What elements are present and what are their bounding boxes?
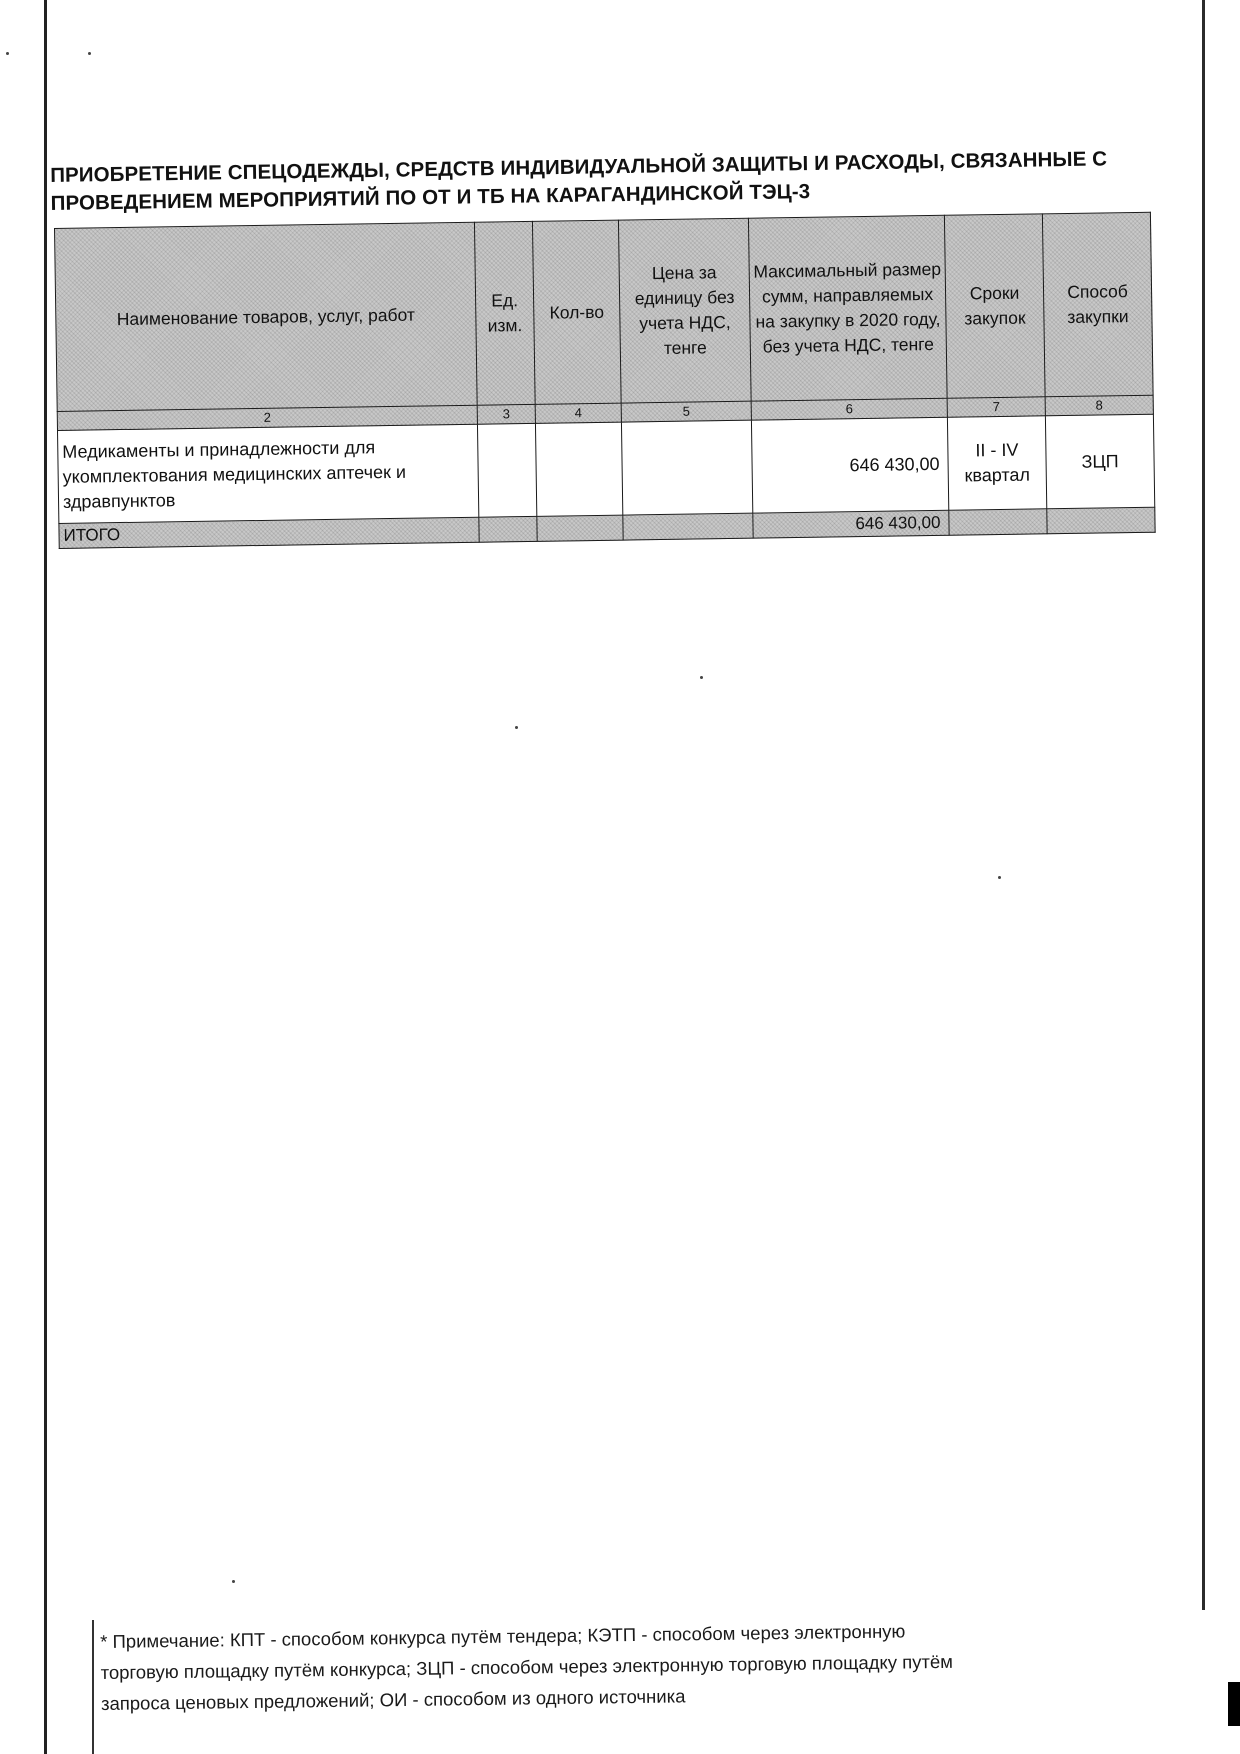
footnote <box>100 1613 1101 1719</box>
table-row <box>58 414 1155 523</box>
title-line-2: ПРОВЕДЕНИЕМ МЕРОПРИЯТИЙ ПО ОТ И ТБ НА КАРАГАНДИНСКОЙ ТЭЦ-3 <box>50 180 811 215</box>
cell-period-line-1: II - IV <box>975 439 1019 461</box>
scan-right-edge <box>1202 0 1205 1610</box>
procurement-table <box>54 212 1156 549</box>
total-empty-cell <box>949 509 1047 535</box>
column-number: 6 <box>751 398 947 420</box>
cell-unit-price <box>621 420 752 515</box>
header-unit-price: Цена за единицу без учета НДС, тенге <box>618 218 751 403</box>
title-line-1: ПРИОБРЕТЕНИЕ СПЕЦОДЕЖДЫ, СРЕДСТВ ИНДИВИДУАЛЬНОЙ ЗАЩИТЫ И РАСХОДЫ, СВЯЗАННЫЕ С <box>50 147 1108 187</box>
cell-period-line-2: квартал <box>964 464 1031 486</box>
header-method: Способ закупки <box>1042 212 1153 397</box>
header-period: Сроки закупок <box>944 214 1045 398</box>
total-label: ИТОГО <box>59 517 479 548</box>
header-max-amount: Максимальный размер сумм, направляемых на закупку в 2020 году, без учета НДС, тенге <box>748 215 947 401</box>
scan-speck <box>998 876 1001 879</box>
footnote-line-2: торговую площадку путём конкурса; ЗЦП - способом через электронную торговую площадку путём <box>100 1650 954 1683</box>
header-quantity: Кол-во <box>532 220 621 404</box>
scan-margin-line <box>92 1620 94 1754</box>
cell-period <box>947 416 1046 510</box>
column-number: 4 <box>535 403 621 423</box>
cell-method: ЗЦП <box>1045 414 1154 509</box>
footnote-line-3: запроса ценовых предложений; ОИ - способом из одного источника <box>100 1685 686 1714</box>
scan-speck <box>515 726 518 729</box>
scan-corner-mark <box>1228 1682 1240 1726</box>
document-title <box>50 145 1161 218</box>
total-empty-cell <box>1047 507 1155 534</box>
total-amount: 646 430,00 <box>753 510 949 538</box>
cell-max-amount: 646 430,00 <box>751 417 948 513</box>
column-number: 8 <box>1045 395 1153 416</box>
column-number: 2 <box>57 405 477 430</box>
scan-speck <box>700 676 703 679</box>
total-empty-cell <box>537 515 623 541</box>
footnote-line-1: * Примечание: КПТ - способом конкурса путём тендера; КЭТП - способом через электронную <box>100 1620 906 1652</box>
cell-quantity <box>535 422 622 516</box>
scan-speck <box>232 1580 235 1583</box>
cell-unit <box>477 423 536 517</box>
total-empty-cell <box>479 516 537 542</box>
scan-speck <box>88 52 91 55</box>
column-number: 3 <box>477 404 535 424</box>
header-unit: Ед. изм. <box>474 221 535 405</box>
column-number: 5 <box>621 401 751 422</box>
header-name: Наименование товаров, услуг, работ <box>55 222 478 411</box>
scan-speck <box>6 52 9 55</box>
total-empty-cell <box>623 513 753 540</box>
column-number: 7 <box>947 397 1045 417</box>
cell-item-name: Медикаменты и принадлежности для укомплектования медицинских аптечек и здравпунктов <box>58 424 479 523</box>
scan-left-edge <box>44 0 47 1754</box>
